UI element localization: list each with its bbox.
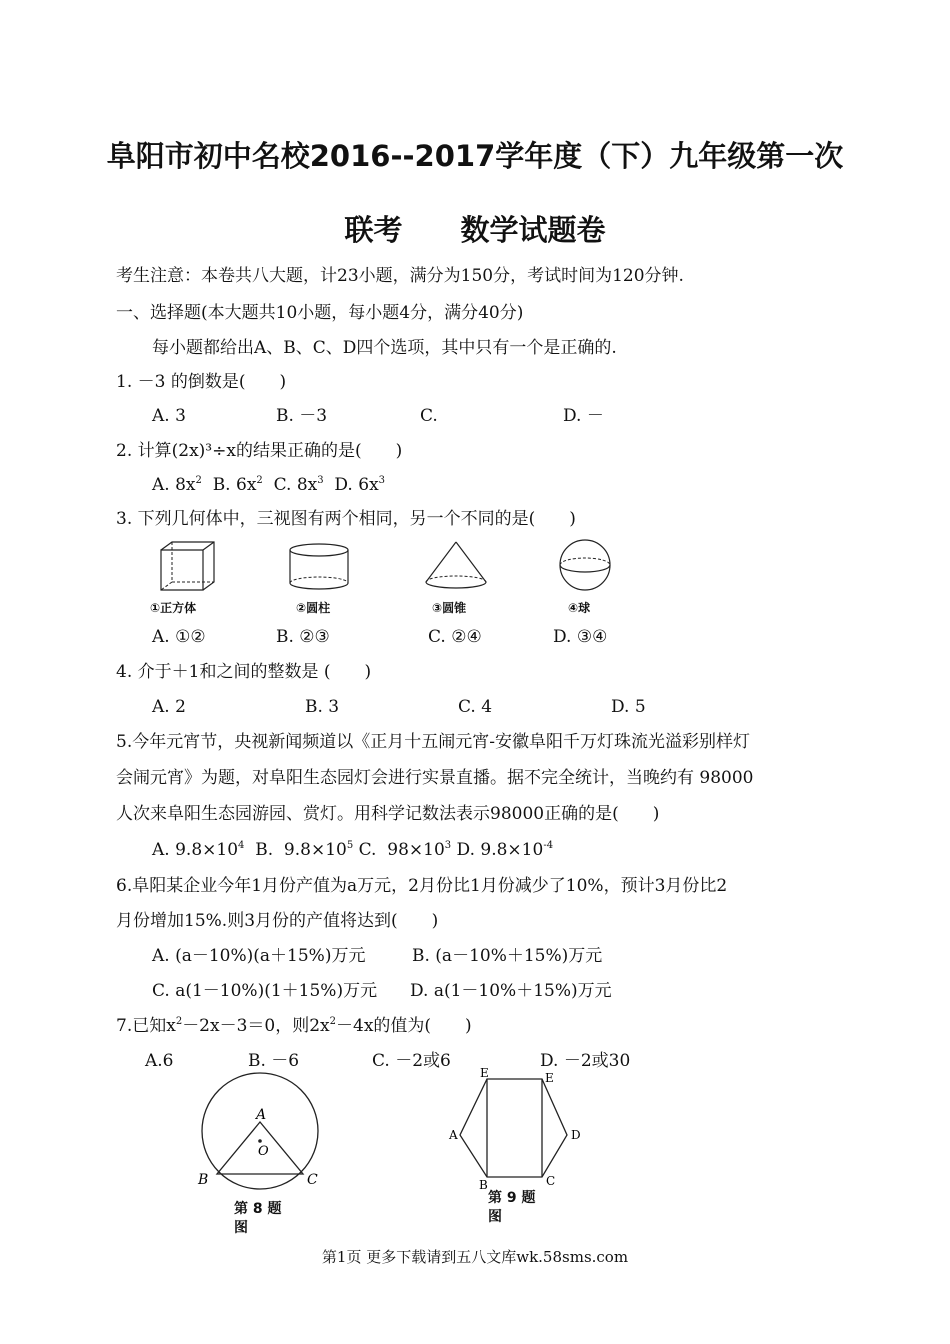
page-footer: 第1页 更多下载请到五八文库wk.58sms.com [321, 1248, 629, 1266]
q2-option-c-exp: 3 [317, 475, 324, 486]
q2-option-c-coef: 8x [296, 475, 318, 495]
exam-title-line1: 阜阳市初中名校2016--2017学年度（下）九年级第一次 [106, 139, 844, 173]
q5-option-b-base: 9.8×10 [283, 840, 347, 860]
q7-exp-1: 2 [175, 1016, 183, 1027]
section1-instruction: 每小题都给出A、B、C、D四个选项，其中只有一个是正确的. [152, 338, 617, 358]
fig9-label-c: C [546, 1174, 556, 1188]
q7-stem-post: －4x的值为( ) [336, 1016, 472, 1036]
fig9-label-a: A [449, 1128, 458, 1142]
figure-9-hexagon [445, 1065, 590, 1195]
q2-option-b-coef: 6x [236, 475, 257, 495]
q7-stem-pre: 7.已知x [116, 1016, 176, 1036]
shape-label-cone: ③圆锥 [432, 601, 467, 615]
q7-exp-2: 2 [329, 1016, 337, 1027]
q5-option-c-exp: 3 [444, 840, 452, 851]
q1-option-d: D. － [563, 406, 604, 426]
q7-option-a: A.6 [145, 1051, 174, 1071]
q4-option-b: B. 3 [305, 697, 340, 717]
q7-option-b: B. －6 [248, 1051, 300, 1071]
q5-option-b-letter: B. [255, 840, 274, 860]
q3-option-c: C. ②④ [428, 627, 482, 647]
q4-option-a: A. 2 [152, 697, 186, 717]
q1-option-a: A. 3 [152, 406, 186, 426]
q5-option-d-exp: -4 [543, 840, 554, 851]
shape-label-sphere: ④球 [568, 601, 591, 615]
q5-options [152, 839, 553, 861]
q5-line3: 人次来阜阳生态园游园、赏灯。用科学记数法表示98000正确的是( ) [116, 804, 660, 824]
figure-8-circle-triangle [190, 1085, 330, 1195]
q7-option-d: D. －2或30 [540, 1051, 631, 1071]
q5-line2: 会闹元宵》为题，对阜阳生态园灯会进行实景直播。据不完全统计，当晚约有 98000 [116, 768, 754, 788]
fig9-label-e-left: E [480, 1066, 489, 1080]
q6-option-b: B. (a－10%＋15%)万元 [412, 946, 603, 966]
q3-stem: 3. 下列几何体中，三视图有两个相同，另一个不同的是( ) [116, 509, 576, 529]
q1-option-c: C. [420, 406, 438, 426]
fig8-caption-2: 图 [234, 1220, 248, 1236]
q5-option-c-base: 98×10 [387, 840, 445, 860]
q2-option-a-letter: A. [152, 475, 170, 495]
section1-heading: 一、选择题(本大题共10小题，每小题4分，满分40分) [116, 303, 524, 323]
cone-figure [424, 540, 488, 592]
fig8-label-c: C [307, 1172, 318, 1188]
q5-option-d-letter: D. [456, 840, 475, 860]
fig8-label-a: A [256, 1107, 267, 1123]
sphere-figure [558, 538, 612, 592]
q7-option-c: C. －2或6 [372, 1051, 451, 1071]
q5-line1: 5.今年元宵节，央视新闻频道以《正月十五闹元宵-安徽阜阳千万灯珠流光溢彩别样灯 [116, 732, 750, 752]
q3-option-d: D. ③④ [553, 627, 608, 647]
q6-option-c: C. a(1－10%)(1＋15%)万元 [152, 981, 378, 1001]
q2-option-b-exp: 2 [256, 475, 263, 486]
q6-line1: 6.阜阳某企业今年1月份产值为a万元，2月份比1月份减少了10%，预计3月份比2 [116, 876, 728, 896]
q5-option-a-exp: 4 [238, 840, 245, 851]
q5-option-b-exp: 5 [346, 840, 354, 851]
cube-figure [158, 540, 218, 592]
q2-options [152, 474, 385, 496]
shape-label-cylinder: ②圆柱 [296, 601, 331, 615]
q2-option-c-letter: C. [273, 475, 292, 495]
q7-stem-mid: －2x－3＝0，则2x [182, 1016, 330, 1036]
q6-option-a: A. (a－10%)(a＋15%)万元 [152, 946, 366, 966]
q3-option-a: A. ①② [152, 627, 206, 647]
fig9-label-e-right: E [545, 1071, 554, 1085]
notice: 考生注意：本卷共八大题，计23小题，满分为150分，考试时间为120分钟. [116, 266, 684, 286]
q2-stem: 2. 计算(2x)³÷x的结果正确的是( ) [116, 441, 403, 461]
q5-option-d-base: 9.8×10 [480, 840, 544, 860]
q2-option-b-letter: B. [212, 475, 231, 495]
q7-stem [116, 1015, 472, 1037]
exam-title-line2: 联考 数学试题卷 [344, 213, 606, 247]
q2-option-d-coef: 6x [358, 475, 379, 495]
fig9-caption: 第 9 题 [488, 1190, 536, 1206]
fig8-label-b: B [198, 1172, 209, 1188]
q6-option-d: D. a(1－10%＋15%)万元 [410, 981, 612, 1001]
fig8-label-o: O [258, 1144, 269, 1159]
q4-option-d: D. 5 [611, 697, 646, 717]
q4-option-c: C. 4 [458, 697, 493, 717]
fig9-label-d: D [571, 1128, 581, 1142]
q4-stem: 4. 介于＋1和之间的整数是 ( ) [116, 662, 372, 682]
q2-option-d-letter: D. [334, 475, 353, 495]
q5-option-a-letter: A. [152, 840, 170, 860]
q5-option-c-letter: C. [358, 840, 377, 860]
q1-stem: 1. －3 的倒数是( ) [116, 372, 287, 392]
q2-option-a-coef: 8x [175, 475, 196, 495]
q5-option-a-base: 9.8×10 [175, 840, 239, 860]
fig9-caption-2: 图 [488, 1209, 502, 1225]
q1-option-b: B. －3 [276, 406, 328, 426]
fig8-caption: 第 8 题 [234, 1201, 282, 1217]
q2-option-d-exp: 3 [378, 475, 386, 486]
q2-option-a-exp: 2 [195, 475, 202, 486]
cylinder-figure [288, 542, 350, 592]
q3-option-b: B. ②③ [276, 627, 330, 647]
fig9-label-b: B [479, 1178, 488, 1192]
q6-line2: 月份增加15%.则3月份的产值将达到( ) [116, 911, 439, 931]
shape-label-cube: ①正方体 [150, 601, 197, 615]
